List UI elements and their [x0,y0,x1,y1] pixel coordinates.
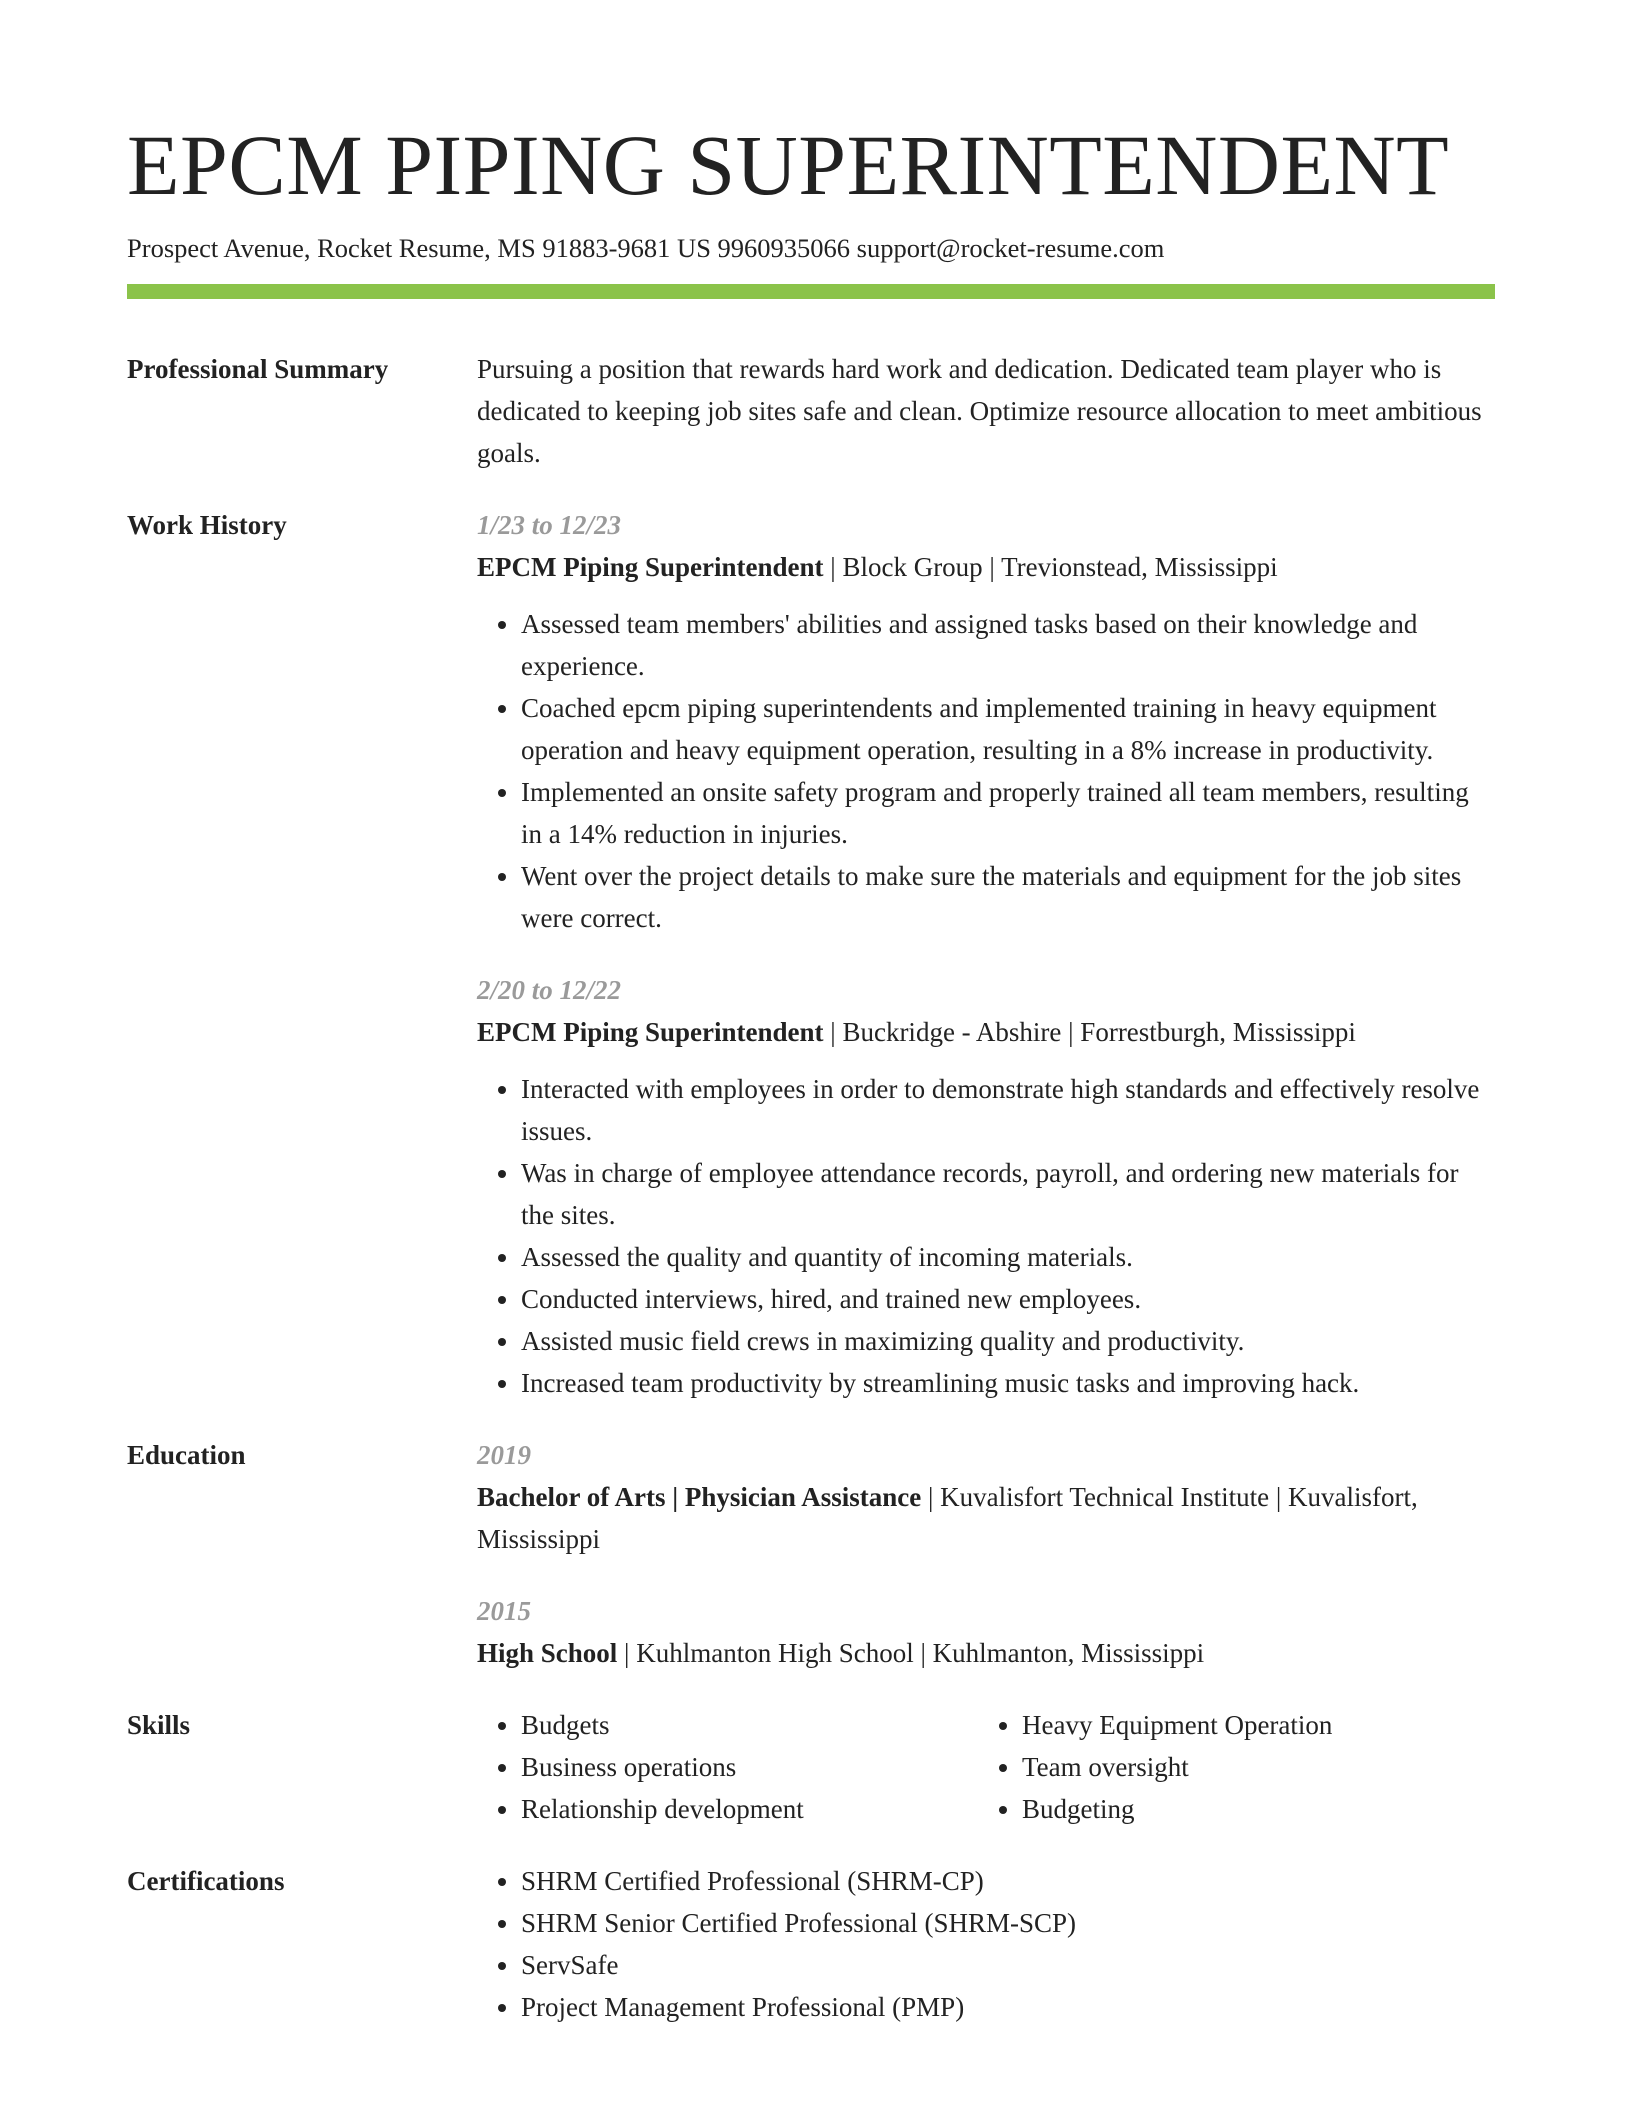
job-bullet: • Increased team productivity by streamlining music tasks and improving hack. [521,1362,1495,1404]
education-line [477,1476,1495,1560]
section-title-skills: Skills [127,1710,191,1740]
education-details: | Kuvalisfort Technical Institute | Kuvalisfort, Mississippi [477,1482,1418,1554]
job-bullet: • Implemented an onsite safety program and properly trained all team members, resulting in a 14% reduction in injuries. [521,771,1495,855]
job-dates: 1/23 to 12/23 [477,510,622,540]
certifications-body [477,1860,1495,2028]
skill-item: • Business operations [521,1746,978,1788]
education-entry [477,1590,1495,1674]
skill-item: • Heavy Equipment Operation [1022,1704,1479,1746]
education-section [127,1434,1495,1674]
summary-text: Pursuing a position that rewards hard work and dedication. Dedicated team player who is dedicated to keeping job sites safe and clean. Optimize resource allocation to meet ambitious goals. [477,354,1482,468]
education-year: 2019 [477,1440,531,1470]
job-title-line [477,546,1495,588]
job-bullet: • Was in charge of employee attendance records, payroll, and ordering new materials for the sites. [521,1152,1495,1236]
skills-list [978,1704,1479,1830]
skill-item: • Budgeting [1022,1788,1479,1830]
job-title: EPCM Piping Superintendent [477,1017,824,1047]
job-bullet: • Went over the project details to make sure the materials and equipment for the job sites were correct. [521,855,1495,939]
accent-divider [127,284,1495,299]
education-body [477,1434,1495,1674]
job-bullet: • Assisted music field crews in maximizing quality and productivity. [521,1320,1495,1362]
summary-body [477,348,1495,474]
skills-section [127,1704,1495,1830]
work-history-section [127,504,1495,1404]
work-history-body [477,504,1495,1404]
skills-body [477,1704,1495,1830]
job-bullet-list [477,603,1495,939]
summary-section [127,348,1495,474]
education-entry [477,1434,1495,1560]
degree: High School [477,1638,618,1668]
skill-item: • Relationship development [521,1788,978,1830]
section-title-summary: Professional Summary [127,354,389,384]
skills-column-left [477,1704,978,1830]
job-dates: 2/20 to 12/22 [477,975,622,1005]
job-bullet: • Conducted interviews, hired, and trained new employees. [521,1278,1495,1320]
education-line [477,1632,1495,1674]
job-bullet: • Coached epcm piping superintendents and implemented training in heavy equipment operation and heavy equipment operation, resulting in a 8% increase in productivity. [521,687,1495,771]
certifications-section [127,1860,1495,2028]
job-title-line [477,1011,1495,1053]
skills-column-right [978,1704,1479,1830]
job-bullet: • Interacted with employees in order to demonstrate high standards and effectively resolve issues. [521,1068,1495,1152]
skills-grid [477,1704,1495,1830]
job-bullet: • Assessed team members' abilities and assigned tasks based on their knowledge and experience. [521,603,1495,687]
certification-item: • ServSafe [521,1944,1495,1986]
resume-sections [127,348,1495,2058]
certification-item: • Project Management Professional (PMP) [521,1986,1495,2028]
skill-item: • Budgets [521,1704,978,1746]
job-details: | Block Group | Trevionstead, Mississippi [823,552,1278,582]
section-title-certifications: Certifications [127,1866,285,1896]
skills-list [477,1704,978,1830]
job-bullet-list [477,1068,1495,1404]
skill-item: • Team oversight [1022,1746,1479,1788]
candidate-name: EPCM PIPING SUPERINTENDENT [127,117,1450,213]
certification-item: • SHRM Senior Certified Professional (SHRM-SCP) [521,1902,1495,1944]
degree: Bachelor of Arts | Physician Assistance [477,1482,922,1512]
certification-item: • SHRM Certified Professional (SHRM-CP) [521,1860,1495,1902]
job-title: EPCM Piping Superintendent [477,552,824,582]
section-title-education: Education [127,1440,246,1470]
section-title-work-history: Work History [127,510,287,540]
job-details: | Buckridge - Abshire | Forrestburgh, Mississippi [823,1017,1356,1047]
job-entry [477,969,1495,1404]
education-year: 2015 [477,1596,531,1626]
education-details: | Kuhlmanton High School | Kuhlmanton, Mississippi [617,1638,1205,1668]
contact-info: Prospect Avenue, Rocket Resume, MS 91883-9681 US 9960935066 support@rocket-resume.com [127,233,1165,263]
job-entry [477,504,1495,939]
job-bullet: • Assessed the quality and quantity of incoming materials. [521,1236,1495,1278]
certifications-list [477,1860,1495,2028]
